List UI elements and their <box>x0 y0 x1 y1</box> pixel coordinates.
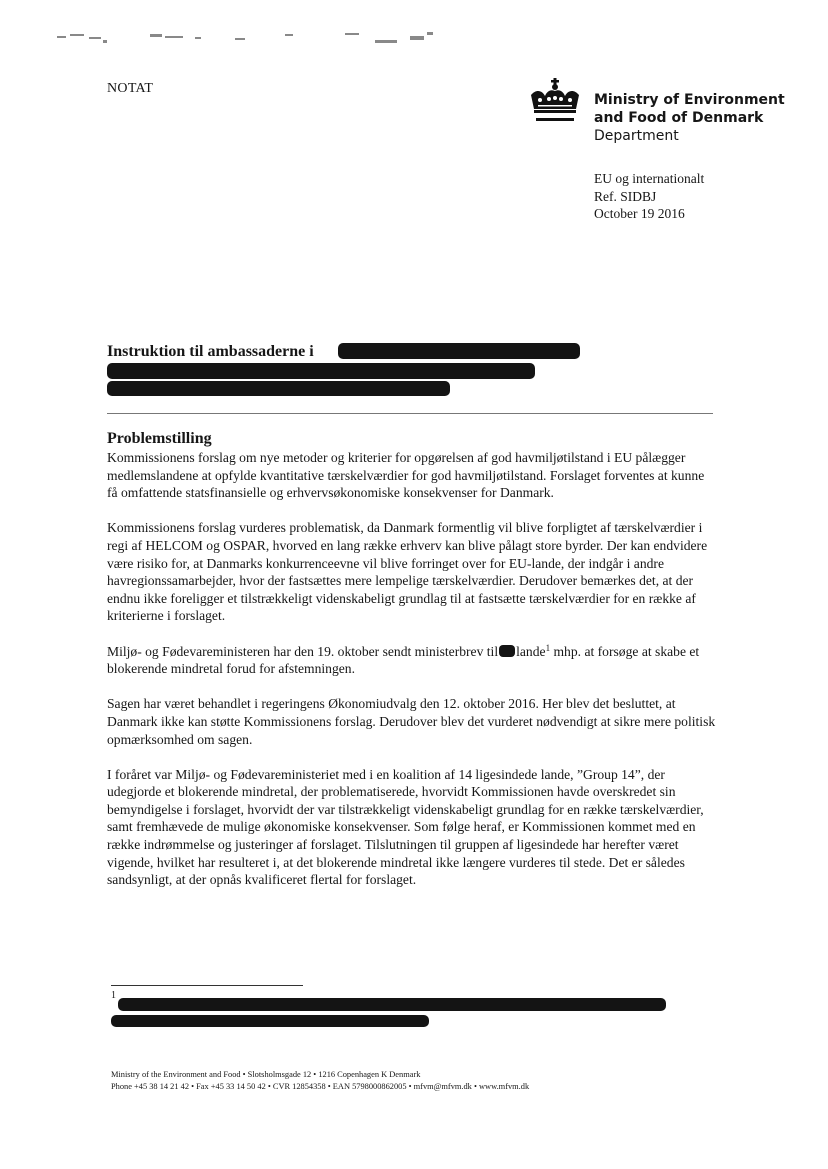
paragraph-1: Kommissionens forslag om nye metoder og kriterier for opgørelsen af god havmiljøtilstand i EU pålægger medlemslandene at opfylde kvantitative tærskelværdier for god havmiljøtilstand. Forslaget forventes at kunne få omfattende statsfinansielle og erhvervsøkonomiske konsekvenser for Danmark. <box>107 450 705 501</box>
inline-redaction <box>499 645 515 657</box>
footer-address: Ministry of the Environment and Food • Slotsholmsgade 12 • 1216 Copenhagen K Denmark <box>111 1070 421 1079</box>
ministry-name <box>594 91 785 145</box>
meta-unit: EU og internationalt <box>594 171 705 186</box>
paragraph-5: I foråret var Miljø- og Fødevareministeriet med i en koalition af 14 ligesindede lande, ”Group 14”, der udegjorde et blokerende mindretal, der problematiserede, hvorvidt Kommissionen havde overskredet sin bemyndigelse i forslaget, hvorvidt der var tilstrækkeligt videnskabeligt grundlag for en række tærskelværdier, samt fremhævede de mulige økonomiske konsekvenser. Som følge heraf, er Kommissionen kommet med en række indrømmelse og justeringer af forslaget. Tilslutningen til gruppen af ligesindede har herefter været vigende, hvilket har resulteret i, at det blokerende mindretal ikke længere vurderes til stede. Det er således sandsynligt, at der opnås kvalificeret flertal for forslaget. <box>107 766 704 888</box>
meta-reference: Ref. SIDBJ <box>594 188 657 204</box>
scan-artifact <box>55 28 445 50</box>
footnote-divider <box>111 985 303 986</box>
footnote-reference: 1 <box>545 642 551 653</box>
redaction-bar <box>107 381 450 396</box>
department-label: Department <box>594 128 679 144</box>
document-body <box>107 429 717 906</box>
paragraph-2: Kommissionens forslag vurderes problematisk, da Danmark formentlig vil blive forpligtet af tærskelværdier i regi af HELCOM og OSPAR, hvorved en lang række erhverv kan blive pålagt store byrder. Der kan endvidere være risiko for, at Danmarks konkurrenceevne vil blive forringet over for EU-lande, der indgår i andre havregionssamarbejder, hvor der fastsættes mere lempelige tærskelværdier. Derudover bemærkes det, at der endnu ikke foreligger et tilstrækkeligt videnskabeligt grundlag til at fastsætte tærskelværdier for en række af kriterierne i forslaget. <box>107 520 708 624</box>
redaction-bar <box>107 363 535 379</box>
paragraph-3-text-a: Miljø- og Fødevareministeren har den 19. oktober sendt ministerbrev til <box>107 643 499 659</box>
section-divider <box>107 413 713 414</box>
ministry-name-line1: Ministry of Environment <box>594 92 785 108</box>
paragraph-3 <box>107 643 717 678</box>
footnote-redaction <box>118 998 666 1011</box>
page-footer <box>111 1069 529 1093</box>
footnote-number: 1 <box>111 990 116 1001</box>
section-heading: Problemstilling <box>107 430 212 447</box>
instruction-title: Instruktion til ambassaderne i <box>107 343 314 360</box>
document-type-label: NOTAT <box>107 81 154 96</box>
footnote-redaction <box>111 1015 429 1027</box>
meta-date: October 19 2016 <box>594 206 685 221</box>
paragraph-3-text-c: mhp. at forsøge at skabe et blokerende mindretal forud for afstemningen. <box>107 643 700 677</box>
paragraph-4: Sagen har været behandlet i regeringens Økonomiudvalg den 12. oktober 2016. Her blev det besluttet, at Danmark ikke kan støtte Kommissionens forslag. Derudover blev det vurderet nødvendigt at sikre mere politisk opmærksomhed om sagen. <box>107 696 716 747</box>
royal-crown-icon <box>527 78 583 124</box>
paragraph-3-text-b: lande <box>516 643 546 659</box>
redaction-bar <box>338 343 580 359</box>
ministry-name-line2: and Food of Denmark <box>594 110 764 126</box>
footer-contact: Phone +45 38 14 21 42 • Fax +45 33 14 50 42 • CVR 12854358 • EAN 5798000862005 • mfvm@mfvm.dk • www.mfvm.dk <box>111 1082 530 1091</box>
document-meta <box>594 170 704 223</box>
